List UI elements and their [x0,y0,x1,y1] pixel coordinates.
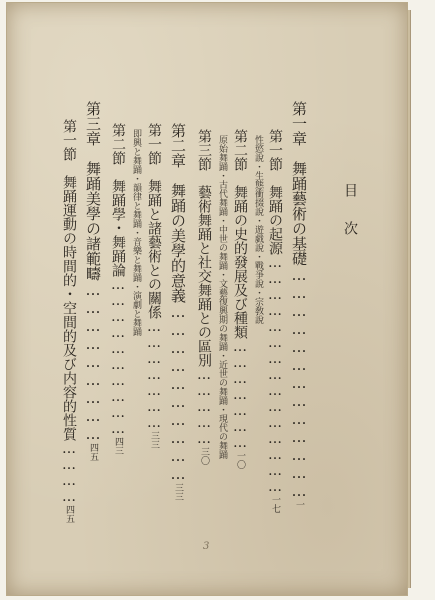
toc-section-1-2 [233,129,247,469]
toc-section-1-1-text: 第一節 舞踊の起源……………………………………… [267,129,283,495]
toc-section-1-2-text: 第二節 舞踊の史的發展及び種類………………… [232,129,248,451]
toc-chapter-2-text: 第二章 舞踊の美學的意義………………………… [169,123,187,483]
book-page [6,2,408,596]
toc-section-1-3-page: 三〇 [199,447,209,465]
toc-section-1-3-text: 第三節 藝術舞踊と社交舞踊との區別…………… [196,129,212,447]
toc-chapter-1-text: 第一章 舞踊藝術の基礎………………………………… [290,101,308,500]
toc-chapter-1 [291,101,306,509]
toc-section-2-2 [111,123,125,455]
toc-note-2: 原始舞踊・古代舞踊・中世の舞踊・文藝復興期の舞踊・近世の舞踊・現代の舞踊 [217,135,227,459]
toc-section-1-3 [197,129,211,465]
toc-section-1-2-page: 一〇 [235,451,245,469]
toc-chapter-2 [170,123,185,501]
page-number: 3 [203,541,210,552]
toc-section-2-1 [147,123,161,449]
toc-section-1-1 [268,129,282,513]
toc-section-2-2-text: 第二節 舞踊學・舞踊論………………………… [110,123,126,437]
toc-note-1: 性慾說・生態衝掇說・遊戯說・戰爭說・宗敎說 [253,135,263,324]
toc-section-2-2-page: 四三 [113,437,123,455]
toc-chapter-3-page: 四五 [88,443,98,461]
toc-section-3-1-text: 第一節 舞踊運動の時間的・空間的及び内容的性質………… [61,119,77,505]
toc-chapter-1-page: 一 [294,500,304,509]
toc-chapter-3 [85,101,100,461]
toc-section-2-1-text: 第一節 舞踊と諸藝術との關係………………… [146,123,162,431]
toc-note-3: 即興と舞踊・韻律と舞踊・音樂と舞踊・演劇と舞踊 [131,129,141,336]
toc-section-1-1-page: 一七 [270,495,280,513]
toc-section-2-1-page: 三三 [149,431,159,449]
toc-chapter-2-page: 三三 [173,483,183,501]
toc-chapter-3-text: 第三章 舞踊美學の諸範疇……………………… [84,101,102,443]
toc-section-3-1 [62,119,76,523]
toc-heading: 目次 [342,183,358,259]
toc-section-3-1-page: 四五 [64,505,74,523]
